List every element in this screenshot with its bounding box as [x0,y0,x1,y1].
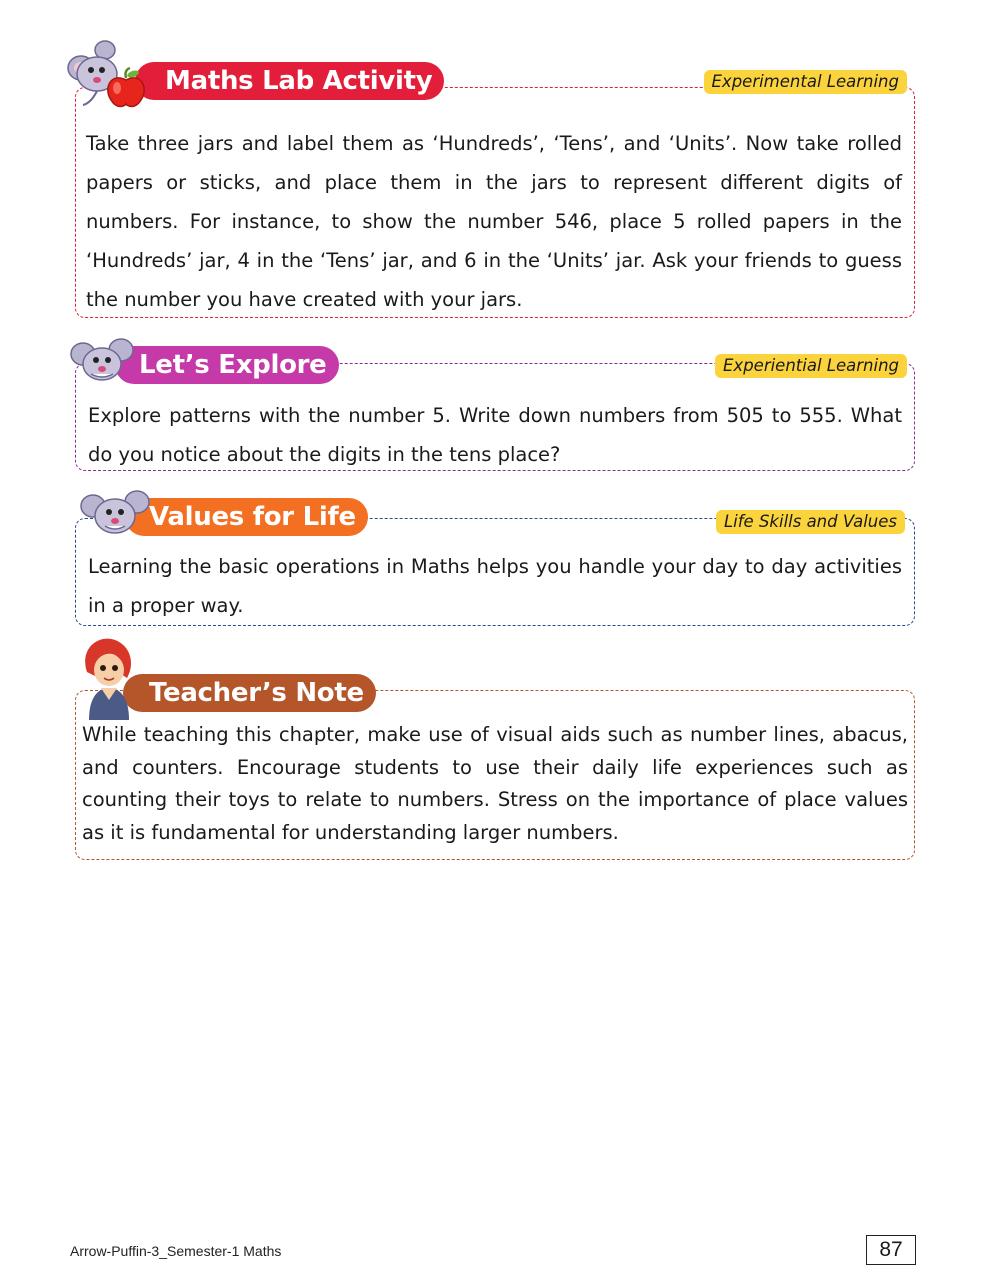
section-tag: Life Skills and Values [716,510,905,534]
section-title: Let’s Explore [115,346,339,384]
teacher-girl-icon [77,634,139,720]
mouse-mascot-icon [79,488,155,538]
section-teachers-note [75,632,915,864]
mouse-mascot-icon [69,338,139,386]
page-number: 87 [866,1235,916,1265]
section-text: Learning the basic operations in Maths helps you handle your day to day activities in a proper way. [88,555,902,617]
section-lets-explore [75,340,915,475]
section-title: Maths Lab Activity [135,62,444,100]
section-tag: Experiential Learning [715,354,907,378]
section-tag: Experimental Learning [704,70,908,94]
section-text: While teaching this chapter, make use of visual aids such as number lines, abacus, and counters. Encourage students to use their daily life experiences such as counting their toys to relate to numbers. Stress on the importance of place values as it is fundamental for understanding larger numbers. [82,723,908,844]
section-text: Take three jars and label them as ‘Hundreds’, ‘Tens’, and ‘Units’. Now take rolled papers or sticks, and place them in the jars to represent different digits of numbers. For instance, to show the number 546, place 5 rolled papers in the ‘Hundreds’ jar, 4 in the ‘Tens’ jar, and 6 in the ‘Units’ jar. Ask your friends to guess the number you have created with your jars. [86,132,902,311]
section-text: Explore patterns with the number 5. Write down numbers from 505 to 555. What do you notice about the digits in the tens place? [88,404,902,466]
section-title: Teacher’s Note [123,674,376,712]
footer-book-title: Arrow-Puffin-3_Semester-1 Maths [70,1243,282,1259]
section-box [75,87,915,318]
section-title: Values for Life [125,498,368,536]
section-box [75,690,915,860]
section-values-for-life [75,492,915,630]
apple-icon [103,66,149,112]
section-maths-lab-activity [75,40,915,320]
